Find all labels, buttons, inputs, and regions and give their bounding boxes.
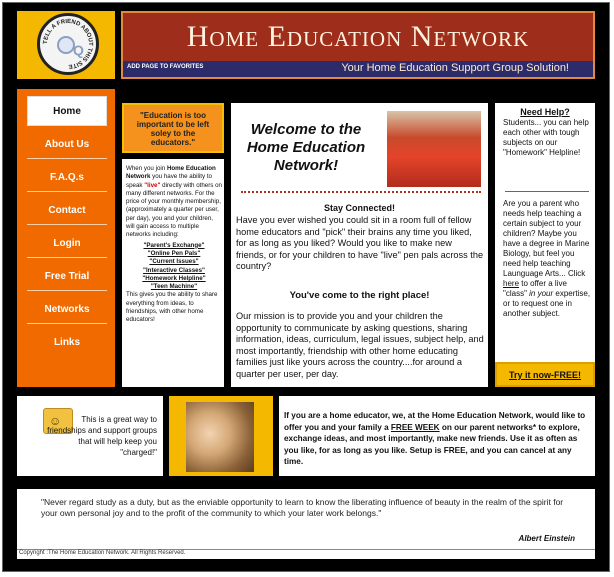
help-p2c: expertise, or to request one in another subject. (503, 289, 591, 318)
link-interactive-classes[interactable]: "Interactive Classes" (143, 266, 205, 274)
main-nav (17, 89, 115, 387)
welcome-box (231, 103, 488, 387)
free-week-offer-text (284, 410, 590, 468)
nav-networks[interactable]: Networks (27, 296, 107, 324)
site-header (121, 11, 595, 79)
right-place-heading: You've come to the right place! (289, 290, 430, 301)
education-quote-box (122, 103, 224, 153)
einstein-quote: "Never regard study as a duty, but as the enviable opportunity to learn to know the liberating influence of beauty in the realm of the spirit for your own personal joy and to the profit of the community to which your later work belongs." (41, 497, 564, 518)
info-intro-b: Home Education Network (126, 165, 216, 181)
nav-links[interactable]: Links (53, 337, 81, 348)
info-intro-d: directly with others on many different networks. For the price of your monthly membership, (approximately a quarter per user, per day), you and your children, will gain access to multiple networks including: (126, 181, 222, 239)
help-students-text: Students... you can help each other with tough subjects on our "Homework" Helpline! (503, 118, 589, 157)
offer-a: If you are a home educator, we, at the Home Education Network, would like to offer you and your family a (284, 411, 586, 432)
link-teen-machine[interactable]: "Teen Machine" (150, 283, 198, 291)
header-subbar (123, 61, 593, 77)
free-week-link[interactable]: FREE WEEK (390, 422, 440, 432)
site-tagline: Your Home Education Support Group Solution! (341, 62, 569, 74)
info-intro-c: you have the ability to speak (126, 173, 212, 189)
nav-free-trial[interactable]: Free Trial (27, 263, 107, 291)
nav-about-us[interactable]: About Us (27, 131, 107, 159)
logo-q-glyph: Q (73, 42, 84, 58)
membership-info-box (122, 159, 224, 387)
mug-smiley: ☺ (49, 414, 62, 428)
link-parents-exchange[interactable]: "Parent's Exchange" (143, 241, 205, 249)
membership-info-text (126, 165, 222, 325)
link-current-issues[interactable]: "Current Issues" (149, 258, 199, 266)
info-outro: This gives you the ability to share everything from ideas, to friendships, with other home educators! (126, 291, 218, 324)
help-p2b: to offer a live "class" (503, 279, 567, 298)
here-link[interactable]: here (503, 279, 520, 288)
dotted-divider (241, 191, 481, 193)
logo-ring-text: TELL A FRIEND ABOUT THIS SITE (42, 18, 94, 70)
info-live: "live" (144, 181, 161, 189)
tulip-field-photo (387, 111, 481, 187)
help-parents-text (503, 199, 593, 319)
quote-author: Albert Einstein (518, 534, 575, 543)
welcome-title: Welcome to the Home Education Network! (246, 121, 366, 174)
try-it-free-label[interactable]: Try it now-FREE! (509, 370, 581, 380)
nav-login[interactable]: Login (27, 230, 107, 258)
add-to-favorites-link[interactable]: ADD PAGE TO FAVORITES (127, 64, 204, 70)
mission-paragraph: Our mission is to provide you and your children the opportunity to communicate by asking questions, sharing information, ideas, curriculum, legal issues, subject help, and most importantly, friendship with other home educating families just like yours across the country....for around a quarter per user, per day. (236, 311, 484, 379)
free-week-offer-box (279, 396, 595, 476)
link-online-pen-pals[interactable]: "Online Pen Pals" (147, 249, 201, 257)
einstein-quote-box (17, 489, 595, 549)
help-divider (505, 191, 589, 192)
need-help-title[interactable]: Need Help? (520, 107, 570, 117)
nav-home[interactable]: Home (27, 96, 107, 126)
education-quote: "Education is too important to be left soley to the educators." (136, 111, 210, 147)
copyright-text: Copyright :The Home Education Network. All Rights Reserved. (19, 550, 186, 556)
need-help-box (495, 103, 595, 387)
info-intro-a: When you join (126, 165, 167, 172)
kids-photo-box (169, 396, 273, 476)
friendship-text: This is a great way to friendships and support groups that will help keep you "charged!" (47, 415, 157, 457)
tell-a-friend-badge[interactable] (37, 13, 99, 75)
site-title: Home Education Network (186, 20, 530, 53)
friendship-box (17, 396, 163, 476)
stay-connected-heading: Stay Connected! (323, 203, 395, 213)
link-homework-helpline[interactable]: "Homework Helpline" (142, 274, 206, 282)
offer-b: on our parent networks* to explore, exchange ideas, and most importantly, make new friends. Use it as often as you like, for as long as you like. Setup is FREE, and you can cancel at any time. (284, 422, 580, 466)
tell-a-friend-logo[interactable] (17, 11, 115, 79)
try-it-free-button[interactable] (495, 362, 595, 387)
nav-contact[interactable]: Contact (27, 197, 107, 225)
help-p2a: Are you a parent who needs help teaching a certain subject to your children? Maybe you have a degree in Marine Biology, but feel you need help teaching Launguage Arts... Click (503, 199, 590, 278)
nav-faqs[interactable]: F.A.Q.s (27, 164, 107, 192)
copyright-bar (17, 549, 595, 559)
help-in-your: in your (529, 289, 554, 298)
kids-photo (186, 402, 254, 472)
welcome-paragraph-1: Have you ever wished you could sit in a room full of fellow home educators and "pick" their brains any time you liked, for as long as you liked? Would you like to make new friends, or for your children to have "live" pen pals across the country? (236, 215, 484, 271)
